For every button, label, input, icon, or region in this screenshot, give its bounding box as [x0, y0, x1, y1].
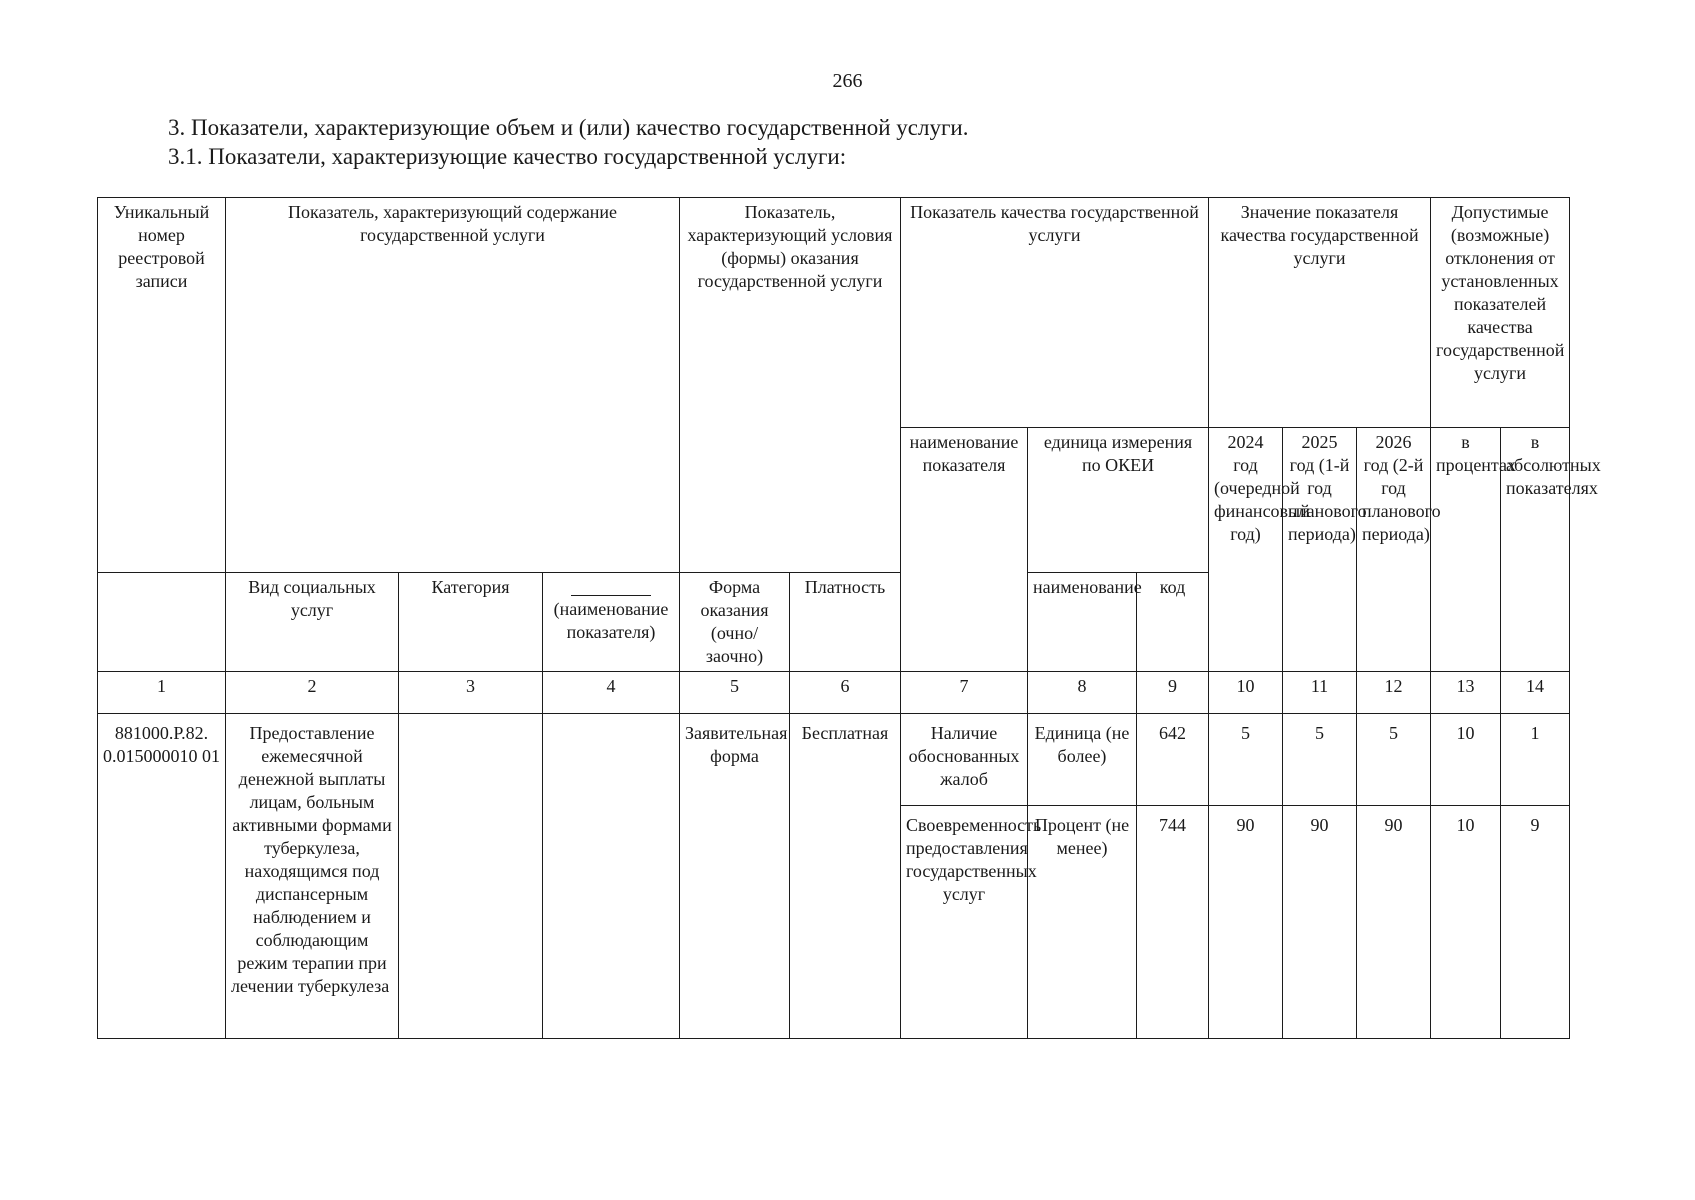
indicator-deviation-absolute: 1: [1501, 714, 1570, 806]
indicator-deviation-absolute: 9: [1501, 806, 1570, 1039]
record-category: [399, 714, 543, 1039]
column-number: 5: [680, 672, 790, 714]
header-in-absolute: в абсолютных показателях: [1501, 428, 1570, 672]
header-okei-name: наименование: [1028, 573, 1137, 672]
header-conditions-indicator: Показатель, характеризующий условия (формы) оказания государственной услуги: [680, 198, 901, 573]
column-number: 12: [1357, 672, 1431, 714]
header-registry-number: Уникальный номер реестровой записи: [98, 198, 226, 573]
blank-name-line: [571, 595, 651, 596]
section-heading: 3. Показатели, характеризующие объем и (или) качество государственной услуги.: [168, 115, 969, 140]
subsection-heading: 3.1. Показатели, характеризующие качество государственной услуги:: [168, 144, 847, 169]
header-year-2026: 2026 год (2-й год планового периода): [1357, 428, 1431, 672]
record-payment: Бесплатная: [790, 714, 901, 1039]
column-number: 8: [1028, 672, 1137, 714]
header-okei-unit: единица измерения по ОКЕИ: [1028, 428, 1209, 573]
header-registry-continued: [98, 573, 226, 672]
indicator-deviation-percent: 10: [1431, 714, 1501, 806]
indicator-value-2024: 5: [1209, 714, 1283, 806]
record-indicator-4: [543, 714, 680, 1039]
column-number: 3: [399, 672, 543, 714]
indicator-unit: Процент (не менее): [1028, 806, 1137, 1039]
header-indicator-name: наименование показателя: [901, 428, 1028, 672]
header-service-form: Форма оказания (очно/заочно): [680, 573, 790, 672]
column-number: 2: [226, 672, 399, 714]
record-service-type: Предоставление ежемесячной денежной выплаты лицам, больным активными формами туберкулеза, находящимся под диспансерным наблюдением и соблюдающим режим терапии при лечении туберкулеза: [226, 714, 399, 1039]
column-number: 6: [790, 672, 901, 714]
indicator-name: Наличие обоснованных жалоб: [901, 714, 1028, 806]
page-number: 266: [832, 70, 863, 92]
indicator-value-2024: 90: [1209, 806, 1283, 1039]
column-number: 9: [1137, 672, 1209, 714]
header-indicator-name-paren: (наименование показателя): [553, 599, 669, 642]
header-deviations: Допустимые (возможные) отклонения от установленных показателей качества государственной услуги: [1431, 198, 1570, 428]
quality-indicators-table: [97, 197, 1601, 1039]
indicator-name: Своевременность предоставления государственных услуг: [901, 806, 1028, 1039]
column-number: 10: [1209, 672, 1283, 714]
header-quality-indicator: Показатель качества государственной услуги: [901, 198, 1209, 428]
indicator-unit: Единица (не более): [1028, 714, 1137, 806]
header-okei-code: код: [1137, 573, 1209, 672]
indicator-value-2026: 5: [1357, 714, 1431, 806]
column-number: 7: [901, 672, 1028, 714]
header-payment: Платность: [790, 573, 901, 672]
column-number: 13: [1431, 672, 1501, 714]
column-number: 4: [543, 672, 680, 714]
header-in-percent: в процентах: [1431, 428, 1501, 672]
indicator-value-2026: 90: [1357, 806, 1431, 1039]
indicator-deviation-percent: 10: [1431, 806, 1501, 1039]
header-year-2025: 2025 год (1-й год планового периода): [1283, 428, 1357, 672]
header-blank-indicator: [543, 573, 680, 672]
record-registry-number: 881000.Р.82. 0.015000010 01: [98, 714, 226, 1039]
header-service-type: Вид социальных услуг: [226, 573, 399, 672]
indicator-code: 744: [1137, 806, 1209, 1039]
header-quality-value: Значение показателя качества государственной услуги: [1209, 198, 1431, 428]
indicator-value-2025: 90: [1283, 806, 1357, 1039]
indicator-value-2025: 5: [1283, 714, 1357, 806]
column-number: 1: [98, 672, 226, 714]
indicator-code: 642: [1137, 714, 1209, 806]
column-number: 14: [1501, 672, 1570, 714]
column-number: 11: [1283, 672, 1357, 714]
header-year-2024: 2024 год (очередной финансовый год): [1209, 428, 1283, 672]
record-form: Заявительная форма: [680, 714, 790, 1039]
header-category: Категория: [399, 573, 543, 672]
header-content-indicator: Показатель, характеризующий содержание государственной услуги: [226, 198, 680, 573]
